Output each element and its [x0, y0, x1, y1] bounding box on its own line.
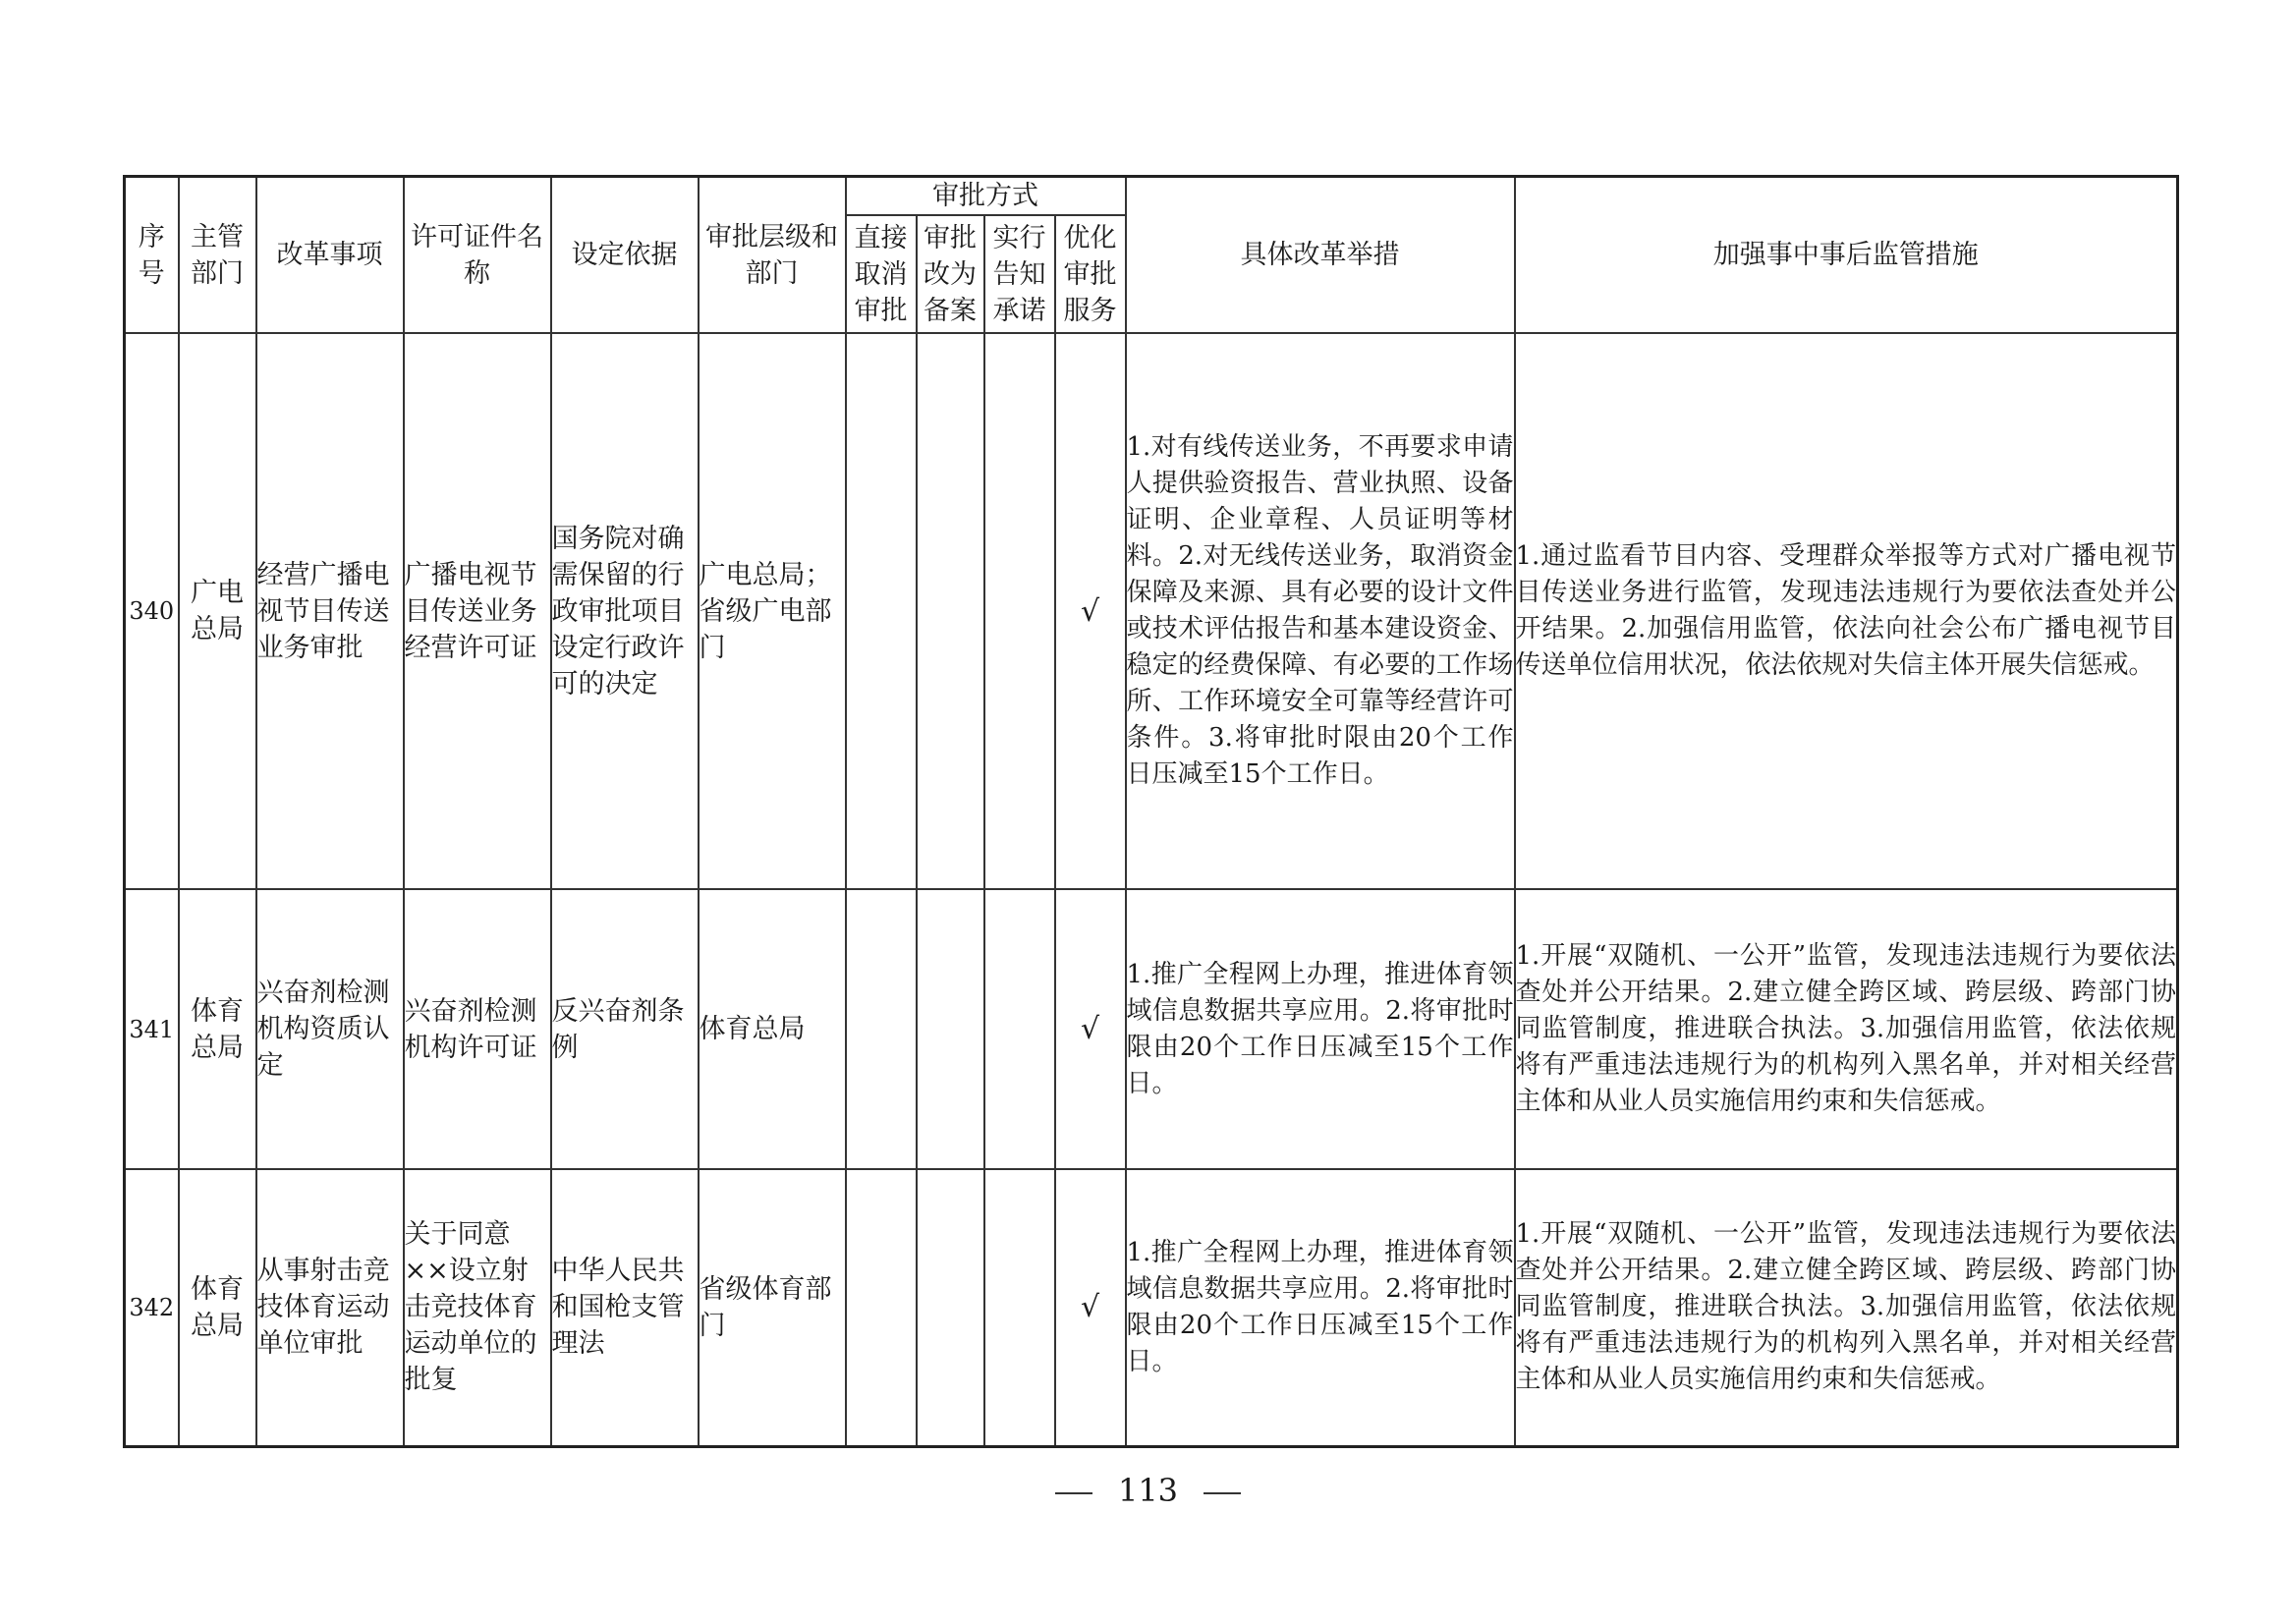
- row-supervision: 1.通过监看节目内容、受理群众举报等方式对广播电视节目传送业务进行监管，发现违法违规行为要依法查处并公开结果。2.加强信用监管，依法向社会公布广播电视节目传送单位信用状况，依法依规对失信主体开展失信惩戒。: [1515, 333, 2178, 889]
- header-seq: 序号: [125, 177, 179, 334]
- row-dept: 体育总局: [179, 889, 256, 1169]
- row-seq: 340: [125, 333, 179, 889]
- table-header: [125, 177, 2178, 334]
- row-supervision: 1.开展“双随机、一公开”监管，发现违法违规行为要依法查处并公开结果。2.建立健全跨区域、跨层级、跨部门协同监管制度，推进联合执法。3.加强信用监管，依法依规将有严重违法违规行为的机构列入黑名单，并对相关经营主体和从业人员实施信用约束和失信惩戒。: [1515, 889, 2178, 1169]
- row-item: 兴奋剂检测机构资质认定: [256, 889, 404, 1169]
- row-check-change-to-filing: [917, 333, 984, 889]
- row-check-notice-commitment: [984, 333, 1055, 889]
- reform-table: [123, 175, 2179, 1448]
- header-level: 审批层级和部门: [699, 177, 846, 334]
- row-level: 广电总局；省级广电部门: [699, 333, 846, 889]
- page-number: 113: [1117, 1472, 1179, 1509]
- header-basis: 设定依据: [551, 177, 699, 334]
- page-footer: [0, 1472, 2296, 1509]
- header-supervision: 加强事中事后监管措施: [1515, 177, 2178, 334]
- header-direct-cancel: 直接取消审批: [846, 215, 917, 333]
- row-supervision: 1.开展“双随机、一公开”监管，发现违法违规行为要依法查处并公开结果。2.建立健全跨区域、跨层级、跨部门协同监管制度，推进联合执法。3.加强信用监管，依法依规将有严重违法违规行为的机构列入黑名单，并对相关经营主体和从业人员实施信用约束和失信惩戒。: [1515, 1169, 2178, 1446]
- header-approval-method: 审批方式: [846, 177, 1126, 216]
- row-license: 兴奋剂检测机构许可证: [404, 889, 551, 1169]
- row-license: 广播电视节目传送业务经营许可证: [404, 333, 551, 889]
- row-measures: 1.推广全程网上办理，推进体育领域信息数据共享应用。2.将审批时限由20个工作日压减至15个工作日。: [1126, 1169, 1515, 1446]
- row-check-change-to-filing: [917, 889, 984, 1169]
- header-change-to-filing: 审批改为备案: [917, 215, 984, 333]
- row-level: 省级体育部门: [699, 1169, 846, 1446]
- header-item: 改革事项: [256, 177, 404, 334]
- row-check-optimize-service: √: [1055, 333, 1126, 889]
- row-level: 体育总局: [699, 889, 846, 1169]
- row-check-direct-cancel: [846, 889, 917, 1169]
- row-check-notice-commitment: [984, 889, 1055, 1169]
- footer-dash-right: [1204, 1492, 1241, 1494]
- row-measures: 1.推广全程网上办理，推进体育领域信息数据共享应用。2.将审批时限由20个工作日压减至15个工作日。: [1126, 889, 1515, 1169]
- row-item: 从事射击竞技体育运动单位审批: [256, 1169, 404, 1446]
- table-row: [125, 1169, 2178, 1446]
- row-check-optimize-service: √: [1055, 889, 1126, 1169]
- row-basis: 反兴奋剂条例: [551, 889, 699, 1169]
- row-check-direct-cancel: [846, 1169, 917, 1446]
- row-dept: 广电总局: [179, 333, 256, 889]
- row-check-change-to-filing: [917, 1169, 984, 1446]
- row-item: 经营广播电视节目传送业务审批: [256, 333, 404, 889]
- row-seq: 341: [125, 889, 179, 1169]
- row-basis: 国务院对确需保留的行政审批项目设定行政许可的决定: [551, 333, 699, 889]
- footer-dash-left: [1055, 1492, 1092, 1494]
- row-basis: 中华人民共和国枪支管理法: [551, 1169, 699, 1446]
- header-notice-commitment: 实行告知承诺: [984, 215, 1055, 333]
- header-measures: 具体改革举措: [1126, 177, 1515, 334]
- header-optimize-service: 优化审批服务: [1055, 215, 1126, 333]
- table-row: [125, 889, 2178, 1169]
- row-seq: 342: [125, 1169, 179, 1446]
- row-check-optimize-service: √: [1055, 1169, 1126, 1446]
- row-dept: 体育总局: [179, 1169, 256, 1446]
- row-check-direct-cancel: [846, 333, 917, 889]
- header-dept: 主管部门: [179, 177, 256, 334]
- row-measures: 1.对有线传送业务，不再要求申请人提供验资报告、营业执照、设备证明、企业章程、人员证明等材料。2.对无线传送业务，取消资金保障及来源、具有必要的设计文件或技术评估报告和基本建设资金、稳定的经费保障、有必要的工作场所、工作环境安全可靠等经营许可条件。3.将审批时限由20个工作日压减至15个工作日。: [1126, 333, 1515, 889]
- header-license: 许可证件名称: [404, 177, 551, 334]
- row-license: 关于同意××设立射击竞技体育运动单位的批复: [404, 1169, 551, 1446]
- table-row: [125, 333, 2178, 889]
- row-check-notice-commitment: [984, 1169, 1055, 1446]
